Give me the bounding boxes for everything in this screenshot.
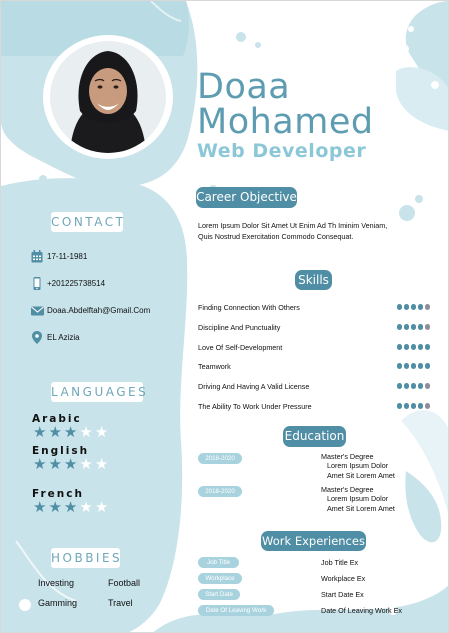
work-value: Job Title Ex xyxy=(321,558,359,567)
star-empty-icon: ★ xyxy=(94,456,109,473)
level-dot-filled xyxy=(404,403,410,409)
work-label: Workplace xyxy=(198,573,242,584)
star-filled-icon: ★ xyxy=(63,424,78,441)
level-dot-filled xyxy=(418,403,424,409)
language-stars xyxy=(33,457,108,472)
level-dot-filled xyxy=(404,324,410,330)
language-name: English xyxy=(32,445,90,457)
contact-item-phone xyxy=(31,276,191,292)
phone-icon xyxy=(31,277,43,290)
star-filled-icon: ★ xyxy=(48,499,62,516)
skill-level-dots xyxy=(397,344,431,350)
skill-name: Driving And Having A Valid License xyxy=(198,382,310,391)
level-dot-filled xyxy=(425,363,431,369)
level-dot-filled xyxy=(404,344,410,350)
level-dot-filled xyxy=(397,304,403,310)
contact-item-location xyxy=(31,330,191,346)
contact-item-email xyxy=(31,303,191,319)
skill-row xyxy=(198,321,434,335)
email-text: Doaa.Abdelftah@Gmail.Com xyxy=(47,306,151,315)
level-dot-filled xyxy=(404,383,410,389)
star-empty-icon: ★ xyxy=(79,499,93,516)
skill-row xyxy=(198,341,434,355)
hobby-item: Investing xyxy=(38,578,75,588)
skill-row xyxy=(198,301,434,315)
education-line: Lorem Ipsum Dolor xyxy=(327,461,389,471)
star-empty-icon: ★ xyxy=(79,456,93,473)
star-empty-icon: ★ xyxy=(94,424,109,441)
skill-name: Discipline And Punctuality xyxy=(198,323,281,332)
degree: Master's Degree xyxy=(321,452,374,461)
calendar-icon xyxy=(31,250,43,263)
level-dot-filled xyxy=(397,363,403,369)
level-dot-filled xyxy=(397,383,403,389)
skill-name: The Ability To Work Under Pressure xyxy=(198,402,312,411)
location-text: EL Azizia xyxy=(47,333,80,342)
hobby-item: Gamming xyxy=(38,598,78,608)
education-heading: Education xyxy=(283,426,346,447)
language-stars xyxy=(33,425,108,440)
star-filled-icon: ★ xyxy=(63,499,78,516)
career-objective-heading: Career Objective xyxy=(196,187,297,208)
level-dot-filled xyxy=(411,403,417,409)
skill-level-dots xyxy=(397,304,431,310)
email-icon xyxy=(31,304,43,317)
work-label: Start Date xyxy=(198,589,240,600)
level-dot-empty xyxy=(425,304,431,310)
skill-name: Finding Connection With Others xyxy=(198,303,300,312)
job-title: Web Developer xyxy=(197,140,367,162)
education-dates: 2018-2020 xyxy=(198,486,242,497)
skill-level-dots xyxy=(397,403,431,409)
skill-row xyxy=(198,400,434,414)
contact-heading: CONTACT xyxy=(51,212,123,232)
work-label: Date Of Leaving Work xyxy=(198,605,274,616)
star-filled-icon: ★ xyxy=(63,456,78,473)
language-stars xyxy=(33,500,108,515)
last-name: Mohamed xyxy=(197,102,374,142)
education-line: Lorem Ipsum Dolor xyxy=(327,494,389,504)
level-dot-filled xyxy=(418,383,424,389)
skill-level-dots xyxy=(397,363,431,369)
star-empty-icon: ★ xyxy=(94,499,109,516)
level-dot-filled xyxy=(411,344,417,350)
education-dates: 2018-2020 xyxy=(198,453,242,464)
skill-row xyxy=(198,380,434,394)
work-value: Date Of Leaving Work Ex xyxy=(321,606,402,615)
work-value: Start Date Ex xyxy=(321,590,364,599)
degree: Master's Degree xyxy=(321,485,374,494)
level-dot-filled xyxy=(418,324,424,330)
level-dot-empty xyxy=(425,383,431,389)
star-filled-icon: ★ xyxy=(48,424,62,441)
skill-name: Love Of Self-Development xyxy=(198,343,283,352)
star-filled-icon: ★ xyxy=(33,499,47,516)
profile-photo xyxy=(50,41,166,153)
education-line: Amet Sit Lorem Amet xyxy=(327,470,395,480)
level-dot-empty xyxy=(425,403,431,409)
skill-row xyxy=(198,360,434,374)
location-pin-icon xyxy=(31,331,43,344)
level-dot-filled xyxy=(425,344,431,350)
level-dot-filled xyxy=(418,344,424,350)
star-filled-icon: ★ xyxy=(33,424,47,441)
level-dot-filled xyxy=(411,304,417,310)
contact-item-birthdate xyxy=(31,249,191,265)
hobby-item: Football xyxy=(108,578,141,588)
level-dot-filled xyxy=(411,324,417,330)
language-name: Arabic xyxy=(32,413,82,425)
hobbies-heading: HOBBIES xyxy=(51,548,120,568)
hobby-item: Travel xyxy=(108,598,133,608)
level-dot-filled xyxy=(411,383,417,389)
work-value: Workplace Ex xyxy=(321,574,366,583)
skill-name: Teamwork xyxy=(198,362,231,371)
first-name: Doaa xyxy=(197,67,291,107)
level-dot-filled xyxy=(418,304,424,310)
education-line: Amet Sit Lorem Amet xyxy=(327,503,395,513)
level-dot-empty xyxy=(425,324,431,330)
star-filled-icon: ★ xyxy=(48,456,62,473)
education-entry xyxy=(321,452,395,480)
language-name: French xyxy=(32,488,84,500)
level-dot-filled xyxy=(404,304,410,310)
work-label: Job Title xyxy=(198,557,239,568)
star-empty-icon: ★ xyxy=(79,424,93,441)
star-filled-icon: ★ xyxy=(33,456,47,473)
work-experiences-heading: Work Experiences xyxy=(261,531,366,551)
skill-level-dots xyxy=(397,383,431,389)
career-objective-text: Lorem Ipsum Dolor Sit Amet Ut Enim Ad Th Iminim Veniam, Quis Nostrud Exercitation Commodo Consequat. xyxy=(198,221,388,241)
skills-heading: Skills xyxy=(295,270,332,290)
phone-text: +201225738514 xyxy=(47,279,106,288)
languages-heading: LANGUAGES xyxy=(51,382,143,402)
level-dot-filled xyxy=(411,363,417,369)
level-dot-filled xyxy=(404,363,410,369)
level-dot-filled xyxy=(418,363,424,369)
skill-level-dots xyxy=(397,324,431,330)
education-entry xyxy=(321,485,395,513)
birthdate-text: 17-11-1981 xyxy=(47,252,88,261)
level-dot-filled xyxy=(397,403,403,409)
level-dot-filled xyxy=(397,324,403,330)
level-dot-filled xyxy=(397,344,403,350)
